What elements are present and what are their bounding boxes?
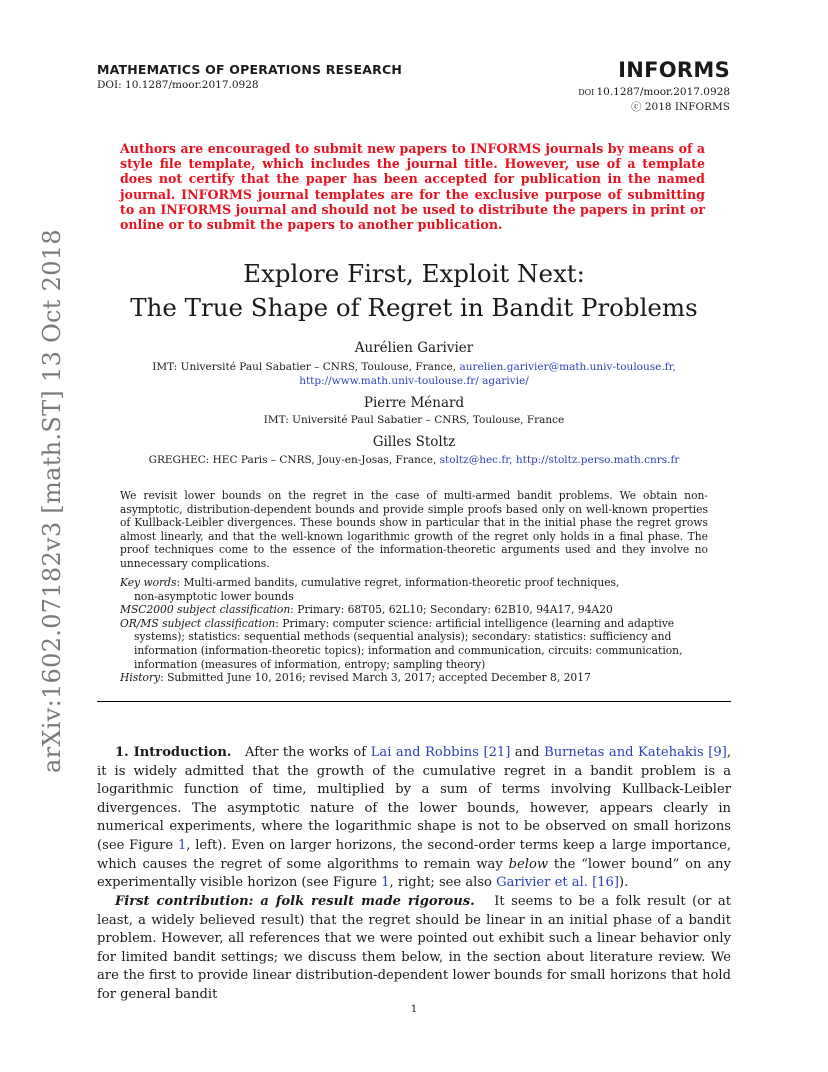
template-notice: Authors are encouraged to submit new papers to INFORMS journals by means of a style file template, which includes the journal title. However, use of a template does not certify that the paper has been accepted for publication in the named journal. INFORMS journal templates are for the exclusive purpose of submitting to an INFORMS journal and should not be used to distribute the papers in print or online or to submit the papers to another publication. bbox=[120, 141, 705, 233]
keywords-continued: non-asymptotic lower bounds bbox=[134, 589, 294, 603]
citation-link[interactable]: [21] bbox=[483, 745, 511, 760]
citation-link[interactable]: [9] bbox=[708, 745, 727, 760]
copyright: ⓒ 2018 INFORMS bbox=[631, 101, 730, 113]
citation-link[interactable]: Garivier et al. bbox=[496, 875, 588, 891]
page-number: 1 bbox=[410, 1003, 418, 1015]
paragraph-heading: First contribution: a folk result made rigorous. bbox=[115, 894, 475, 909]
author-email-link[interactable]: stoltz@hec.fr, bbox=[439, 454, 513, 466]
affiliation-text: GREGHEC: HEC Paris – CNRS, Jouy-en-Josas, France, bbox=[148, 454, 437, 466]
first-contribution-paragraph: First contribution: a folk result made rigorous. It seems to be a folk result (or at least, a widely believed result) that the regret should be linear in an initial phase of a bandit problem. However, all references that we were pointed out exhibit such a linear behavior only for limited bandit settings; we discuss them below, in the section about literature review. We are the first to provide linear distribution-dependent lower bounds for small horizons that hold for general bandit bbox=[97, 894, 731, 1002]
orms-classification: OR/MS subject classification: Primary: computer science: artificial intelligence (learning and adaptive bbox=[120, 616, 675, 630]
author-email-link[interactable]: aurelien.garivier@math.univ-toulouse.fr, bbox=[459, 361, 676, 373]
author-name: Gilles Stoltz bbox=[372, 434, 456, 450]
figure-link[interactable]: 1 bbox=[381, 875, 390, 891]
arxiv-identifier: arXiv:1602.07182v3 [math.ST] 13 Oct 2018 bbox=[38, 229, 66, 773]
journal-name: MATHEMATICS OF OPERATIONS RESEARCH bbox=[97, 62, 402, 77]
citation-link[interactable]: Burnetas and Katehakis bbox=[544, 745, 704, 760]
history: History: Submitted June 10, 2016; revised March 3, 2017; accepted December 8, 2017 bbox=[120, 671, 591, 685]
author-affiliation bbox=[90, 453, 738, 467]
affiliation-text: IMT: Université Paul Sabatier – CNRS, Toulouse, France, bbox=[152, 361, 457, 373]
abstract: We revisit lower bounds on the regret in the case of multi-armed bandit problems. We obtain non-asymptotic, distribution-dependent bounds and provide simple proofs based only on well-known properties of Kullback-Leibler divergences. These bounds show in particular that in the initial phase the regret grows almost linearly, and that the well-known logarithmic growth of the regret only holds in a final phase. The proof techniques come to the essence of the information-theoretic arguments used and they involve no unnecessary complications. bbox=[120, 489, 708, 570]
orms-classification-continued: information (information-theoretic topics); information and communication, circuits: communication, bbox=[134, 643, 683, 657]
divider bbox=[97, 701, 731, 702]
metadata-block bbox=[120, 576, 708, 685]
figure-link[interactable]: 1 bbox=[177, 837, 187, 853]
author-affiliation bbox=[90, 413, 738, 427]
keywords: Key words: Multi-armed bandits, cumulative regret, information-theoretic proof techniques, bbox=[120, 576, 620, 589]
doi-left: DOI: 10.1287/moor.2017.0928 bbox=[97, 79, 259, 91]
author-homepage-link[interactable]: http://www.math.univ-toulouse.fr/ agarivie/ bbox=[299, 375, 529, 387]
introduction-paragraph: 1. Introduction. After the works of Lai and Robbins [21] and Burnetas and Katehakis [9], it is widely admitted that the growth of the cumulative regret in a bandit problem is a logarithmic function of time, multiplied by a sum of terms involving Kullback-Leibler divergences. The asymptotic nature of the lower bounds, however, appears clearly in numerical experiments, where the logarithmic shape is not to be observed on small horizons (see Figure 1, left). Even on larger horizons, the second-order terms keep a large importance, which causes the regret of some algorithms to remain way below the “lower bound” on any experimentally visible horizon (see Figure 1, right; see also Garivier et al. [16]). bbox=[97, 745, 732, 891]
author-name: Aurélien Garivier bbox=[354, 340, 474, 356]
author-homepage-link[interactable]: http://stoltz.perso.math.cnrs.fr bbox=[515, 454, 680, 466]
doi-prefix: DOI bbox=[578, 88, 595, 97]
orms-classification-continued: systems); statistics: sequential methods (sequential analysis); secondary: statistics: sufficiency and bbox=[134, 630, 672, 644]
author-affiliation bbox=[90, 360, 738, 388]
section-heading: 1. Introduction. bbox=[115, 745, 232, 760]
orms-classification-continued: information (measures of information, entropy; sampling theory) bbox=[134, 657, 486, 671]
title-line-1: Explore First, Exploit Next: bbox=[243, 259, 585, 288]
affiliation-text: IMT: Université Paul Sabatier – CNRS, Toulouse, France bbox=[263, 414, 565, 426]
doi-right bbox=[578, 85, 730, 114]
citation-link[interactable]: [16] bbox=[592, 875, 619, 891]
msc-classification: MSC2000 subject classification: Primary: 68T05, 62L10; Secondary: 62B10, 94A17, 94A20 bbox=[120, 603, 613, 617]
title-line-2: The True Shape of Regret in Bandit Problems bbox=[130, 293, 698, 322]
citation-link[interactable]: Lai and Robbins bbox=[370, 745, 479, 760]
informs-logo: INFORMS bbox=[618, 58, 730, 82]
doi-value: 10.1287/moor.2017.0928 bbox=[596, 86, 730, 98]
paper-title bbox=[90, 257, 738, 325]
author-name: Pierre Ménard bbox=[363, 395, 465, 411]
